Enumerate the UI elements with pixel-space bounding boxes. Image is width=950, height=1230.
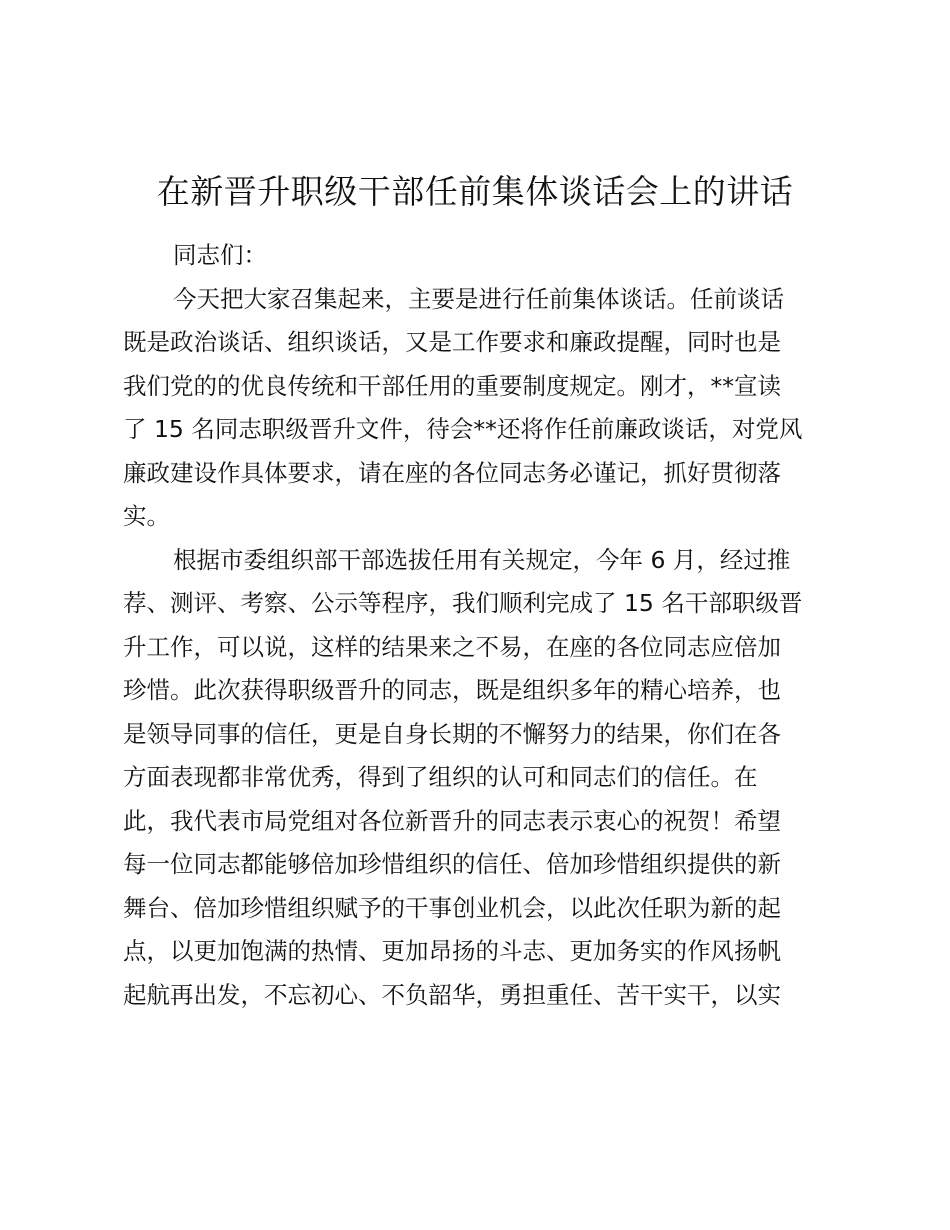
- paragraph-2-line: 是领导同事的信任，更是自身长期的不懈努力的结果，你们在各: [123, 719, 781, 748]
- paragraph-2-line: 荐、测评、考察、公示等程序，我们顺利完成了 15 名干部职级晋: [123, 589, 803, 617]
- paragraph-1-line: 我们党的的优良传统和干部任用的重要制度规定。刚才，**宣读: [123, 371, 781, 400]
- paragraph-2-line: 升工作，可以说，这样的结果来之不易，在座的各位同志应倍加: [123, 632, 781, 661]
- document-title: 在新晋升职级干部任前集体谈话会上的讲话: [156, 172, 794, 211]
- paragraph-2-line: 舞台、倍加珍惜组织赋予的干事创业机会，以此次任职为新的起: [123, 893, 781, 922]
- paragraph-2-line: 珍惜。此次获得职级晋升的同志，既是组织多年的精心培养，也: [123, 676, 781, 704]
- paragraph-2-line: 每一位同志都能够倍加珍惜组织的信任、倍加珍惜组织提供的新: [123, 850, 781, 878]
- paragraph-2-line: 点，以更加饱满的热情、更加昂扬的斗志、更加务实的作风扬帆: [123, 937, 781, 965]
- paragraph-2-line: 此，我代表市局党组对各位新晋升的同志表示衷心的祝贺！希望: [123, 806, 781, 835]
- paragraph-1-line: 廉政建设作具体要求，请在座的各位同志务必谨记，抓好贯彻落: [123, 458, 781, 487]
- paragraph-1-line: 实。: [123, 502, 170, 530]
- paragraph-1-line: 今天把大家召集起来，主要是进行任前集体谈话。任前谈话: [173, 284, 784, 313]
- document-body: [123, 234, 843, 1017]
- paragraph-1-line: 既是政治谈话、组织谈话，又是工作要求和廉政提醒，同时也是: [123, 328, 781, 356]
- paragraph-2-line: 起航再出发，不忘初心、不负韶华，勇担重任、苦干实干，以实: [123, 980, 781, 1009]
- salutation: 同志们：: [173, 241, 267, 269]
- paragraph-1-line: 了 15 名同志职级晋升文件，待会**还将作任前廉政谈话，对党风: [123, 415, 803, 443]
- paragraph-2-line: 根据市委组织部干部选拔任用有关规定，今年 6 月，经过推: [173, 545, 791, 574]
- paragraph-2-line: 方面表现都非常优秀，得到了组织的认可和同志们的信任。在: [123, 763, 758, 791]
